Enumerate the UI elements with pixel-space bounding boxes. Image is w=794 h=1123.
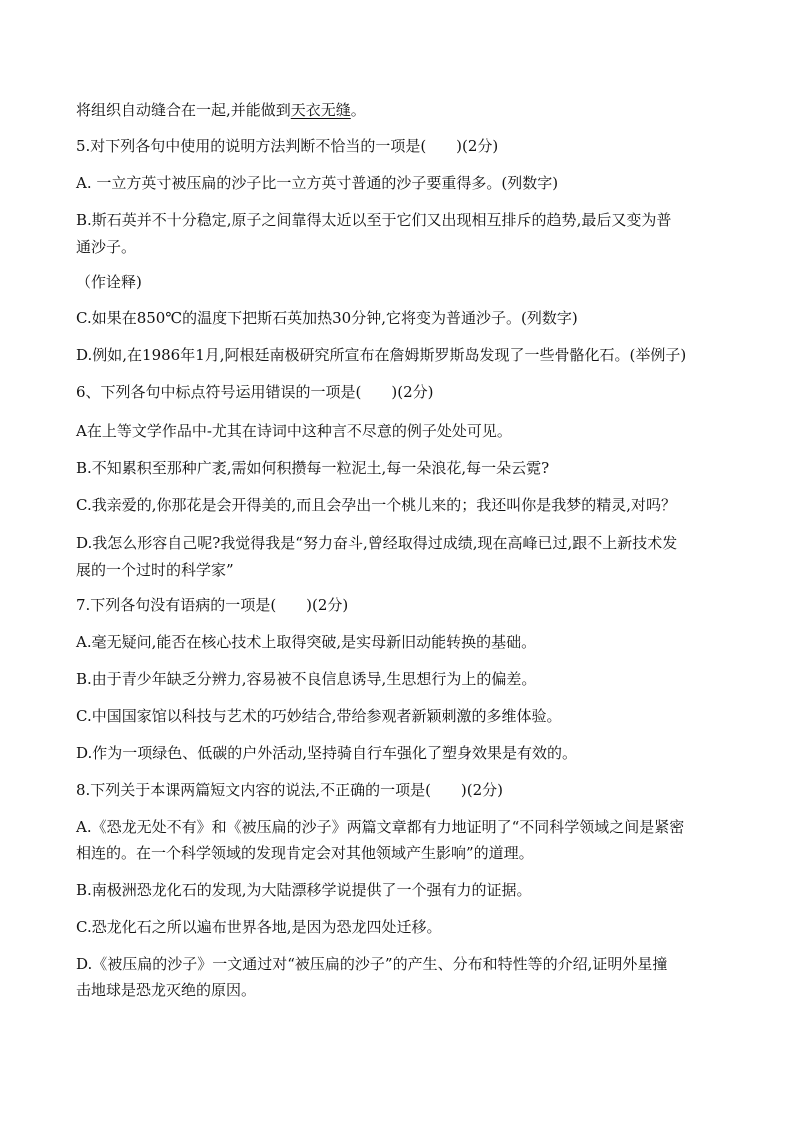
q7-option-b: B.由于青少年缺乏分辨力,容易被不良信息诱导,生思想行为上的偏差。	[76, 670, 537, 688]
q8-option-d-line1: D.《被压扁的沙子》一文通过对“被压扁的沙子”的产生、分布和特性等的介绍,证明外星撞	[76, 955, 668, 973]
q6-stem: 6、下列各句中标点符号运用错误的一项是( )(2分)	[76, 383, 434, 401]
q8-option-b: B.南极洲恐龙化石的发现,为大陆漂移学说提供了一个强有力的证据。	[76, 881, 532, 899]
q7-option-c: C.中国国家馆以科技与艺术的巧妙结合,带给参观者新颖刺激的多维体验。	[76, 707, 562, 725]
q6-option-c: C.我亲爱的,你那花是会开得美的,而且会孕出一个桃儿来的；我还叫你是我梦的精灵,对吗？	[76, 496, 677, 514]
q5-option-c: C.如果在850℃的温度下把斯石英加热30分钟,它将变为普通沙子。(列数字)	[76, 309, 578, 327]
q5-option-b-method: （作诠释)	[76, 273, 142, 291]
q5-option-b-line1: B.斯石英并不十分稳定,原子之间靠得太近以至于它们又出现相互排斥的趋势,最后又变为普	[76, 211, 672, 229]
q8-option-a-line2: 相连的。在一个科学领域的发现肯定会对其他领域产生影响”的道理。	[76, 844, 534, 862]
q7-option-a: A.毫无疑问,能否在核心技术上取得突破,是实母新旧动能转换的基础。	[76, 633, 537, 651]
q6-option-b: B.不知累积至那种广袤,需如何积攒每一粒泥土,每一朵浪花,每一朵云霓?	[76, 459, 550, 477]
continuation-line	[76, 100, 366, 120]
q7-stem: 7.下列各句没有语病的一项是( )(2分)	[76, 596, 349, 614]
q8-stem: 8.下列关于本课两篇短文内容的说法,不正确的一项是( )(2分)	[76, 781, 504, 799]
q5-option-b-line2: 通沙子。	[76, 238, 137, 256]
continuation-text: 将组织自动缝合在一起,并能做到	[76, 101, 291, 119]
underlined-idiom: 天衣无缝	[290, 101, 351, 119]
q7-option-d: D.作为一项绿色、低碳的户外活动,坚持骑自行车强化了塑身效果是有效的。	[76, 744, 578, 762]
q6-option-d-line1: D.我怎么形容自己呢?我觉得我是“努力奋斗,曾经取得过成绩,现在高峰已过,跟不上新技术发	[76, 534, 678, 552]
q5-stem: 5.对下列各句中使用的说明方法判断不恰当的一项是( )(2分)	[76, 137, 499, 155]
q5-option-a: A. 一立方英寸被压扁的沙子比一立方英寸普通的沙子要重得多。(列数字)	[76, 174, 559, 192]
continuation-end: 。	[350, 101, 366, 119]
q8-option-d-line2: 击地球是恐龙灭绝的原因。	[76, 981, 257, 999]
q8-option-a-line1: A.《恐龙无处不有》和《被压扁的沙子》两篇文章都有力地证明了“不同科学领域之间是紧密	[76, 818, 685, 836]
q5-option-d: D.例如,在1986年1月,阿根廷南极研究所宣布在詹姆斯罗斯岛发现了一些骨骼化石。(举例子)	[76, 346, 687, 364]
q8-option-c: C.恐龙化石之所以遍布世界各地,是因为恐龙四处迁移。	[76, 918, 442, 936]
q6-option-a: A在上等文学作品中-尤其在诗词中这种言不尽意的例子处处可见。	[76, 422, 512, 440]
q6-option-d-line2: 展的一个过时的科学家”	[76, 561, 234, 579]
